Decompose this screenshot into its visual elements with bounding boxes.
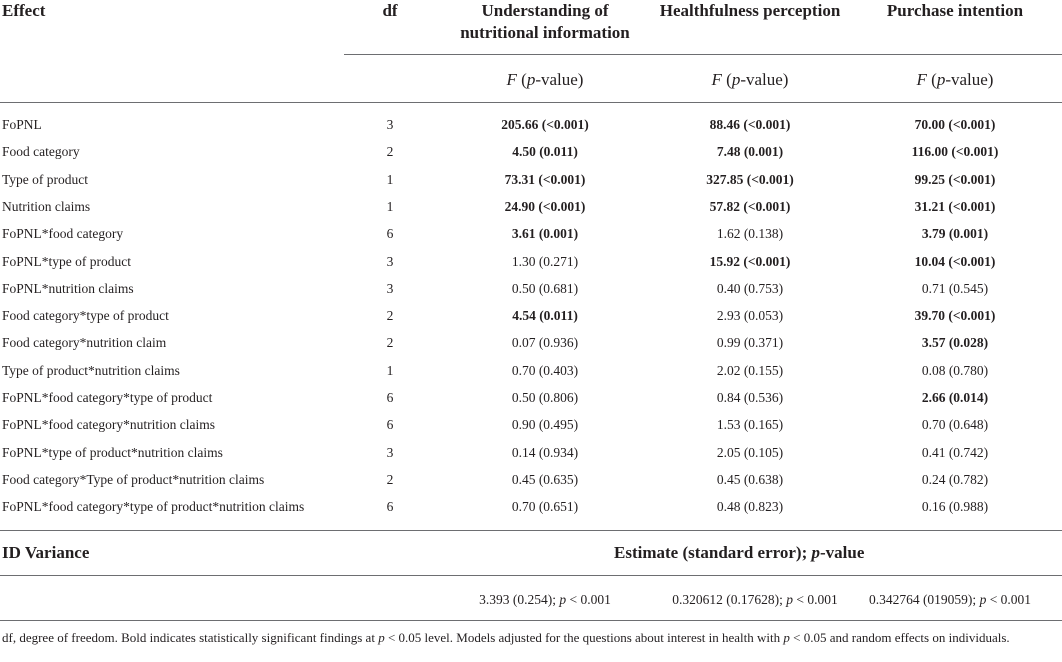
- subheader-healthfulness: [650, 69, 850, 91]
- effect-cell: FoPNL*food category: [2, 226, 124, 241]
- estimate-suffix: -value: [820, 543, 865, 562]
- threshold: < 0.001: [986, 592, 1032, 607]
- footnote-part1: df, degree of freedom. Bold indicates statistically significant findings at: [2, 630, 379, 645]
- healthfulness-cell: 0.99 (0.371): [716, 335, 784, 350]
- id-variance-label: ID Variance: [2, 543, 90, 562]
- effect-cell: Food category*Type of product*nutrition claims: [2, 472, 265, 487]
- purchase-cell: 99.25 (<0.001): [914, 172, 996, 187]
- purchase-cell: 0.08 (0.780): [921, 363, 989, 378]
- healthfulness-cell: 0.48 (0.823): [716, 499, 784, 514]
- effect-cell: FoPNL*food category*type of product: [2, 390, 213, 405]
- header-healthfulness: Healthfulness perception: [659, 1, 841, 20]
- df-cell: 6: [386, 226, 394, 241]
- f-letter: F: [916, 70, 927, 89]
- understanding-cell: 4.54 (0.011): [512, 308, 578, 323]
- purchase-cell: 116.00 (<0.001): [911, 144, 999, 159]
- footnote-part2: < 0.05 level. Models adjusted for the questions about interest in health with: [384, 630, 784, 645]
- df-cell: 6: [386, 417, 394, 432]
- table-end-rule: [0, 620, 1062, 621]
- purchase-cell: 3.57 (0.028): [921, 335, 989, 350]
- purchase-cell: 3.79 (0.001): [921, 226, 989, 241]
- effect-cell: FoPNL*type of product*nutrition claims: [2, 445, 223, 460]
- effect-cell: Type of product*nutrition claims: [2, 363, 180, 378]
- subheader-understanding: [445, 69, 645, 91]
- subheader-purchase: [855, 69, 1055, 91]
- effect-cell: Nutrition claims: [2, 199, 91, 214]
- f-open: (: [516, 70, 527, 89]
- df-cell: 3: [386, 281, 394, 296]
- understanding-cell: 0.70 (0.403): [511, 363, 579, 378]
- purchase-cell: 39.70 (<0.001): [914, 308, 996, 323]
- df-cell: 2: [386, 308, 394, 323]
- understanding-cell: 73.31 (<0.001): [504, 172, 586, 187]
- effect-cell: Food category: [2, 144, 80, 159]
- understanding-cell: 0.50 (0.681): [511, 281, 579, 296]
- footnote-part3: < 0.05 and random effects on individuals.: [789, 630, 1010, 645]
- effect-cell: FoPNL*food category*type of product*nutrition claims: [2, 499, 305, 514]
- id-variance-understanding: [430, 592, 660, 608]
- f-letter: F: [711, 70, 722, 89]
- header-df: df: [382, 1, 398, 20]
- healthfulness-cell: 0.84 (0.536): [716, 390, 784, 405]
- f-open: (: [721, 70, 732, 89]
- header-understanding: [440, 0, 650, 44]
- df-cell: 6: [386, 499, 394, 514]
- p-letter: p: [979, 592, 987, 607]
- df-cell: 6: [386, 390, 394, 405]
- understanding-cell: 4.50 (0.011): [512, 144, 578, 159]
- effect-cell: FoPNL: [2, 117, 42, 132]
- healthfulness-cell: 2.02 (0.155): [716, 363, 784, 378]
- df-cell: 2: [386, 144, 394, 159]
- effect-cell: Food category*nutrition claim: [2, 335, 167, 350]
- header-effect: Effect: [2, 1, 46, 20]
- healthfulness-cell: 2.05 (0.105): [716, 445, 784, 460]
- f-letter: F: [506, 70, 517, 89]
- id-variance-estimate-heading: [614, 542, 864, 564]
- purchase-cell: 0.24 (0.782): [921, 472, 989, 487]
- header-bottom-rule: [0, 102, 1062, 103]
- id-variance-healthfulness: [635, 592, 875, 608]
- table-bottom-rule: [0, 530, 1062, 531]
- table-footnote: [2, 629, 1060, 646]
- healthfulness-cell: 88.46 (<0.001): [709, 117, 791, 132]
- df-cell: 3: [386, 117, 394, 132]
- healthfulness-cell: 57.82 (<0.001): [709, 199, 791, 214]
- healthfulness-cell: 7.48 (0.001): [716, 144, 784, 159]
- purchase-cell: 0.70 (0.648): [921, 417, 989, 432]
- p-letter: p: [526, 70, 536, 89]
- f-close: -value): [535, 70, 584, 89]
- effect-cell: FoPNL*nutrition claims: [2, 281, 134, 296]
- threshold: < 0.001: [793, 592, 838, 607]
- understanding-cell: 0.45 (0.635): [511, 472, 579, 487]
- understanding-cell: 0.07 (0.936): [511, 335, 579, 350]
- healthfulness-cell: 15.92 (<0.001): [709, 254, 791, 269]
- purchase-cell: 2.66 (0.014): [921, 390, 989, 405]
- df-cell: 1: [386, 199, 394, 214]
- header-purchase: Purchase intention: [886, 1, 1024, 20]
- understanding-cell: 1.30 (0.271): [511, 254, 579, 269]
- purchase-cell: 31.21 (<0.001): [914, 199, 996, 214]
- header-subrule: [344, 54, 1062, 55]
- id-variance-rule: [0, 575, 1062, 576]
- healthfulness-cell: 1.62 (0.138): [716, 226, 784, 241]
- value: 0.320612 (0.17628);: [672, 592, 787, 607]
- purchase-cell: 70.00 (<0.001): [914, 117, 996, 132]
- estimate-prefix: Estimate (standard error);: [614, 543, 812, 562]
- healthfulness-cell: 0.40 (0.753): [716, 281, 784, 296]
- header-understanding-line1: Understanding of: [481, 1, 609, 20]
- purchase-cell: 0.41 (0.742): [921, 445, 989, 460]
- p-letter: p: [786, 592, 793, 607]
- healthfulness-cell: 2.93 (0.053): [716, 308, 784, 323]
- p-letter: p: [731, 70, 741, 89]
- f-close: -value): [945, 70, 994, 89]
- purchase-cell: 0.16 (0.988): [921, 499, 989, 514]
- understanding-cell: 0.70 (0.651): [511, 499, 579, 514]
- effect-cell: Food category*type of product: [2, 308, 169, 323]
- understanding-cell: 205.66 (<0.001): [501, 117, 589, 132]
- purchase-cell: 0.71 (0.545): [921, 281, 989, 296]
- healthfulness-cell: 0.45 (0.638): [716, 472, 784, 487]
- df-cell: 2: [386, 472, 394, 487]
- f-open: (: [926, 70, 937, 89]
- p-letter: p: [936, 70, 946, 89]
- understanding-cell: 24.90 (<0.001): [504, 199, 586, 214]
- purchase-cell: 10.04 (<0.001): [914, 254, 996, 269]
- estimate-p: p: [811, 543, 821, 562]
- df-cell: 3: [386, 254, 394, 269]
- f-close: -value): [740, 70, 789, 89]
- effect-cell: FoPNL*food category*nutrition claims: [2, 417, 215, 432]
- threshold: < 0.001: [566, 592, 611, 607]
- df-cell: 1: [386, 172, 394, 187]
- footnote-p2: p: [783, 630, 790, 645]
- footnote-p1: p: [378, 630, 385, 645]
- df-cell: 2: [386, 335, 394, 350]
- healthfulness-cell: 1.53 (0.165): [716, 417, 784, 432]
- header-understanding-line2: nutritional information: [460, 23, 630, 42]
- understanding-cell: 0.50 (0.806): [511, 390, 579, 405]
- value: 0.342764 (019059);: [868, 592, 980, 607]
- effect-cell: Type of product: [2, 172, 89, 187]
- p-letter: p: [559, 592, 567, 607]
- healthfulness-cell: 327.85 (<0.001): [706, 172, 794, 187]
- value: 3.393 (0.254);: [479, 592, 560, 607]
- understanding-cell: 0.90 (0.495): [511, 417, 579, 432]
- understanding-cell: 3.61 (0.001): [511, 226, 579, 241]
- effect-cell: FoPNL*type of product: [2, 254, 131, 269]
- id-variance-purchase: [840, 592, 1060, 608]
- understanding-cell: 0.14 (0.934): [511, 445, 579, 460]
- df-cell: 3: [386, 445, 394, 460]
- df-cell: 1: [386, 363, 394, 378]
